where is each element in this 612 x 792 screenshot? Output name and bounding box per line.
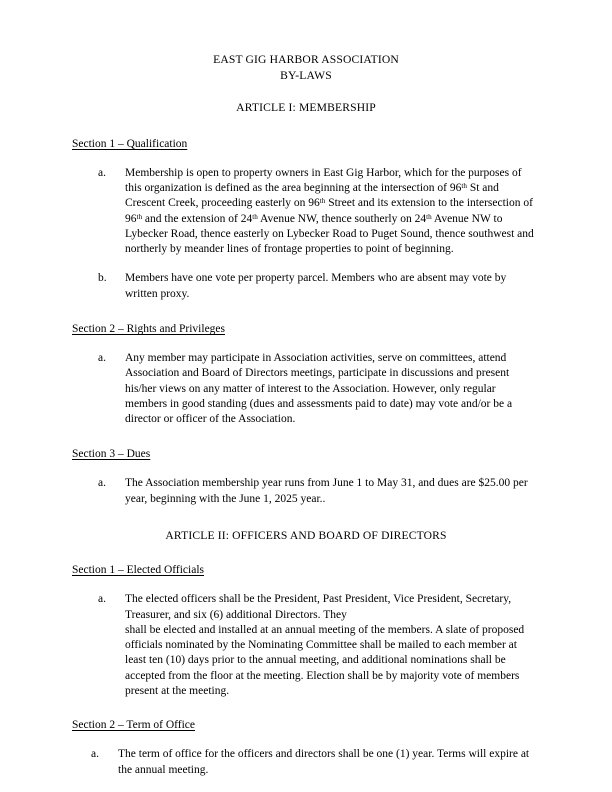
document-title [72,52,540,84]
ordinal-suffix: th [136,212,143,221]
list-item-text: Members have one vote per property parcel. Members who are absent may vote by written proxy. [125,272,507,300]
list-item-text: The term of office for the officers and directors shall be one (1) year. Terms will expire at the annual meeting. [118,748,530,776]
list-item-marker: a. [91,748,99,761]
list-item-text-part: Avenue NW, thence southerly on 24 [257,212,427,225]
list-item [72,476,540,507]
ordinal-suffix: th [319,197,326,206]
list-item-text-part: and the extension of 24 [142,212,253,225]
section-heading-article1-section3: Section 3 – Dues [72,448,151,461]
list-item [72,166,540,258]
list-item [72,271,540,302]
section-heading-article1-section2: Section 2 – Rights and Privileges [72,322,226,335]
list-item-marker: a. [98,593,106,606]
list-item [72,351,540,427]
list-item-text-part: Avenue NW to Lybecker Road, thence easterly on Lybecker Road to Puget Sound, thence southwest and northerly by meander lines of frontage properties to point of beginning. [125,212,534,256]
list-item-text [125,167,534,255]
document-title-line-1: EAST GIG HARBOR ASSOCIATION [213,53,399,66]
section-heading-article2-section2: Section 2 – Term of Office [72,719,196,732]
list-article1-section3 [72,476,540,507]
ordinal-suffix: th [426,212,432,221]
document-title-line-2: BY-LAWS [280,69,332,83]
list-item-text-part: Street and its extension to the intersection of 96 [125,197,533,225]
list-article2-section1 [72,592,540,699]
section-heading-article1-section1: Section 1 – Qualification [72,137,188,150]
list-item-text: The Association membership year runs from June 1 to May 31, and dues are $25.00 per year, beginning with the June 1, 2025 year.. [125,477,528,505]
article-heading-2: ARTICLE II: OFFICERS AND BOARD OF DIRECTORS [165,529,447,543]
list-item-marker: a. [98,351,106,364]
list-article1-section1 [72,166,540,302]
list-item-text [125,592,540,697]
list-item [72,747,540,778]
list-item [72,592,540,699]
list-item-marker: b. [98,272,107,285]
list-item-text-line: The elected officers shall be the President, Past President, Vice President, Secretary, Treasurer, and six (6) additional Directors. They [125,593,512,621]
list-item-text-part: St and Crescent Creek, proceeding easterly on 96 [125,181,499,210]
list-item-marker: a. [98,477,106,490]
list-item-text-part: Membership is open to property owners in East Gig Harbor, which for the purposes of this organization is defined as the area beginning at the intersection of 96 [125,166,522,194]
ordinal-suffix: th [252,212,258,221]
ordinal-suffix: th [461,181,467,190]
article-heading-1: ARTICLE I: MEMBERSHIP [236,101,376,115]
list-item-text: Any member may participate in Association activities, serve on committees, attend Association and Board of Directors meetings, participate in discussions and present his/her views on any matter of interest to the Association. However, only regular members in good standing (dues and assessments paid to date) may vote and/or be a director or officer of the Association. [125,351,513,426]
list-article2-section2 [72,747,540,778]
list-article1-section2 [72,351,540,427]
list-item-text-line: shall be elected and installed at an annual meeting of the members. A slate of proposed officials nominated by the Nominating Committee shall be mailed to each member at least ten (10) days prior to the annual meeting, and additional nominations shall be accepted from the floor at the meeting. Election shall be by majority vote of members present at the meeting. [125,623,525,698]
list-item-marker: a. [98,166,106,179]
section-heading-article2-section1: Section 1 – Elected Officials [72,564,204,577]
